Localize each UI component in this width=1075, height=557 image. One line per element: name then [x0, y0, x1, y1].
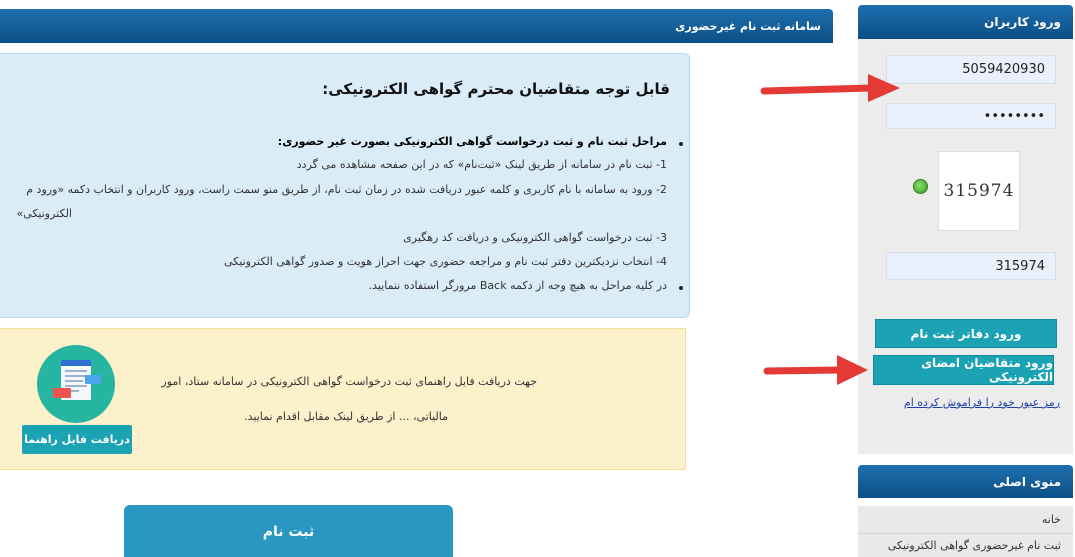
username-value: 5059420930 [962, 62, 1045, 77]
notice-step2-cont: الکترونیکی» [16, 207, 72, 220]
office-login-label: ورود دفاتر ثبت نام [910, 326, 1022, 341]
main-header-title: سامانه ثبت نام غیرحضوری [675, 19, 821, 33]
menu-item-register[interactable] [858, 534, 1073, 557]
captcha-input-value: 315974 [995, 258, 1045, 274]
captcha-image [938, 151, 1020, 231]
menu-item-register-label: ثبت نام غیرحضوری گواهی الکترونیکی [887, 539, 1061, 552]
notice-step3: 3- ثبت درخواست گواهی الکترونیکی و دریافت کد رهگیری [403, 231, 667, 244]
download-guide-button[interactable] [22, 425, 132, 454]
main-menu-header [858, 465, 1073, 498]
login-panel-header [858, 5, 1073, 39]
notice-step4: 4- انتخاب نزدیکترین دفتر ثبت نام و مراجعه حضوری جهت احراز هویت و صدور گواهی الکترونیکی [224, 255, 667, 268]
office-login-button[interactable] [875, 319, 1057, 348]
register-button-label: ثبت نام [262, 524, 315, 540]
bullet-icon [679, 286, 683, 290]
notice-title-wrap [322, 80, 670, 98]
refresh-captcha-icon[interactable] [913, 179, 928, 194]
notice-step2: 2- ورود به سامانه با نام کاربری و کلمه عبور دریافت شده در زمان ثبت نام، از طریق منو سمت راست، ورود کاربران و انتخاب دکمه «ورود م [26, 183, 667, 196]
register-button[interactable] [124, 505, 453, 557]
menu-item-home[interactable] [858, 506, 1073, 534]
username-field[interactable] [886, 55, 1056, 84]
forgot-password-link[interactable]: رمز عبور خود را فراموش کرده ام [903, 396, 1060, 409]
applicant-login-label: ورود متقاضیان امضای الکترونیکی [921, 356, 1053, 384]
password-field[interactable] [886, 103, 1056, 129]
main-header [0, 9, 833, 43]
notice-step1: 1- ثبت نام در سامانه از طریق لینک «ثبت‌نام» که در این صفحه مشاهده می گردد [296, 158, 667, 171]
notice-bullet2: در کلیه مراحل به هیچ وجه از دکمه Back مرورگر استفاده ننمایید. [368, 279, 667, 292]
guide-text-line2: مالیاتی، ... از طریق لینک مقابل اقدام نمایید. [244, 410, 448, 423]
guide-text-line1: جهت دریافت فایل راهنمای ثبت درخواست گواهی الکترونیکی در سامانه ستاد، امور [161, 375, 537, 388]
notice-title: قابل توجه متقاضیان محترم گواهی الکترونیکی: [322, 80, 670, 98]
captcha-image-text: 315974 [943, 181, 1015, 201]
notice-bullet1: مراحل ثبت نام و ثبت درخواست گواهی الکترونیکی بصورت غیر حضوری: [277, 135, 667, 148]
login-panel-title: ورود کاربران [984, 15, 1061, 29]
red-arrow-icon [763, 352, 873, 388]
menu-item-home-label: خانه [1041, 513, 1061, 526]
document-icon [37, 345, 115, 423]
main-menu-title: منوی اصلی [993, 474, 1061, 489]
download-guide-label: دریافت فایل راهنما [24, 433, 130, 446]
password-value: •••••••• [983, 108, 1045, 124]
captcha-input[interactable] [886, 252, 1056, 280]
red-arrow-icon [760, 70, 905, 110]
applicant-login-button[interactable] [873, 355, 1054, 385]
bullet-icon [679, 142, 683, 146]
